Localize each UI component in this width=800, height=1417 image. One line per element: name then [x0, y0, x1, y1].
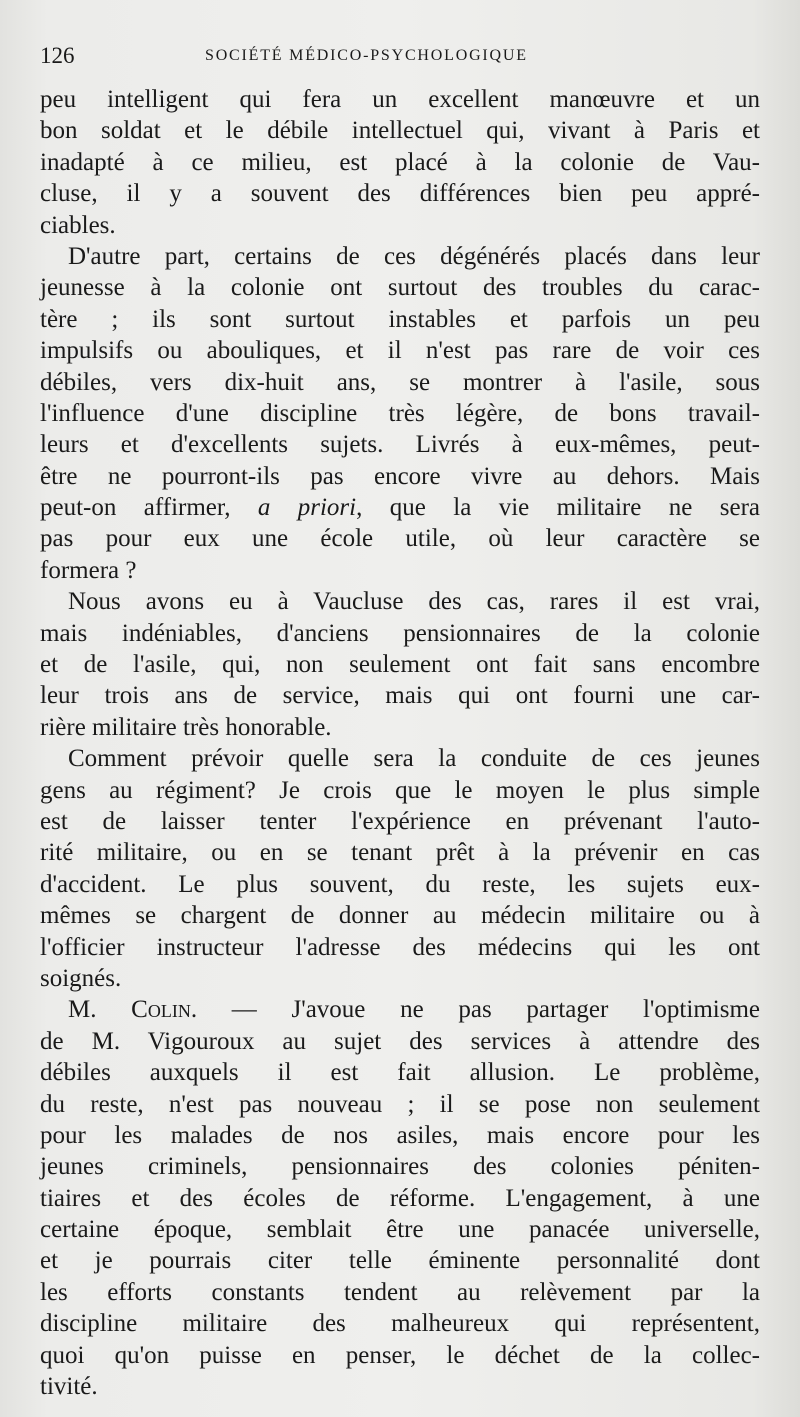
text-line: tère ; ils sont surtout instables et parfois un peu [40, 305, 760, 333]
text-line [40, 492, 760, 523]
text-run: peut-on affirmer, [40, 494, 258, 522]
text-line: les efforts constants tendent au relèvement par la [40, 1278, 760, 1306]
text-line: et je pourrais citer telle éminente personnalité dont [40, 1247, 760, 1275]
text-line: jeunes criminels, pensionnaires des colonies péniten- [40, 1153, 760, 1181]
text-line: débiles, vers dix-huit ans, se montrer à l'asile, sous [40, 368, 760, 396]
text-line: certaine époque, semblait être une panacée universelle, [40, 1216, 760, 1244]
text-line: pour les malades de nos asiles, mais encore pour les [40, 1121, 760, 1149]
text-line: de M. Vigouroux au sujet des services à attendre des [40, 1027, 760, 1055]
text-line: formera ? [40, 556, 137, 584]
text-line: impulsifs ou abouliques, et il n'est pas rare de voir ces [40, 337, 760, 365]
text-run: M. [68, 996, 132, 1024]
text-line: discipline militaire des malheureux qui représentent, [40, 1310, 760, 1338]
italic-phrase: a priori [257, 494, 357, 522]
text-line: débiles auxquels il est fait allusion. Le problème, [40, 1059, 760, 1087]
running-head: SOCIÉTÉ MÉDICO-PSYCHOLOGIQUE [205, 47, 528, 64]
text-line: peu intelligent qui fera un excellent manœuvre et un [40, 86, 760, 113]
speaker-name: Colin [131, 996, 191, 1024]
text-line: mêmes se chargent de donner au médecin militaire ou à [40, 902, 760, 930]
text-line: rité militaire, ou en se tenant prêt à la prévenir en cas [40, 839, 760, 867]
text-line: gens au régiment? Je crois que le moyen le plus simple [40, 776, 760, 804]
text-run: . — J'avoue ne pas partager l'optimisme [190, 996, 760, 1024]
text-line: mais indéniables, d'anciens pensionnaires de la colonie [40, 619, 760, 647]
text-line: bon soldat et le débile intellectuel qui, vivant à Paris et [40, 117, 760, 145]
body-text [40, 84, 760, 1402]
text-line: leur trois ans de service, mais qui ont fourni une car- [40, 682, 760, 710]
text-line: soignés. [40, 964, 122, 992]
text-line: jeunesse à la colonie ont surtout des troubles du carac- [40, 274, 760, 302]
text-line: l'influence d'une discipline très légère, de bons travail- [40, 399, 760, 427]
text-run: , que la vie militaire ne sera [356, 494, 760, 522]
text-line: ciables. [40, 211, 116, 239]
text-line: est de laisser tenter l'expérience en prévenant l'auto- [40, 807, 760, 835]
text-line [40, 994, 760, 1025]
text-line: leurs et d'excellents sujets. Livrés à eux-mêmes, peut- [40, 431, 760, 459]
text-line: Comment prévoir quelle sera la conduite de ces jeunes [68, 745, 760, 773]
text-line: inadapté à ce milieu, est placé à la colonie de Vau- [40, 148, 760, 176]
text-line: Nous avons eu à Vaucluse des cas, rares il est vrai, [68, 588, 760, 616]
text-line: quoi qu'on puisse en penser, le déchet de la collec- [40, 1341, 760, 1369]
text-line: et de l'asile, qui, non seulement ont fait sans encombre [40, 651, 760, 679]
text-line: rière militaire très honorable. [40, 713, 332, 741]
text-line: l'officier instructeur l'adresse des médecins qui les ont [40, 933, 760, 961]
text-line: D'autre part, certains de ces dégénérés placés dans leur [68, 242, 760, 270]
text-line: cluse, il y a souvent des différences bien peu appré- [40, 180, 760, 208]
text-line: tiaires et des écoles de réforme. L'engagement, à une [40, 1184, 760, 1212]
text-line: être ne pourront-ils pas encore vivre au dehors. Mais [40, 462, 760, 490]
text-line: tivité. [40, 1373, 98, 1401]
text-line: du reste, n'est pas nouveau ; il se pose non seulement [40, 1090, 760, 1118]
page-number: 126 [40, 43, 75, 68]
text-line: pas pour eux une école utile, où leur caractère se [40, 525, 760, 553]
page-header [40, 42, 760, 74]
text-line: d'accident. Le plus souvent, du reste, les sujets eux- [40, 870, 760, 898]
